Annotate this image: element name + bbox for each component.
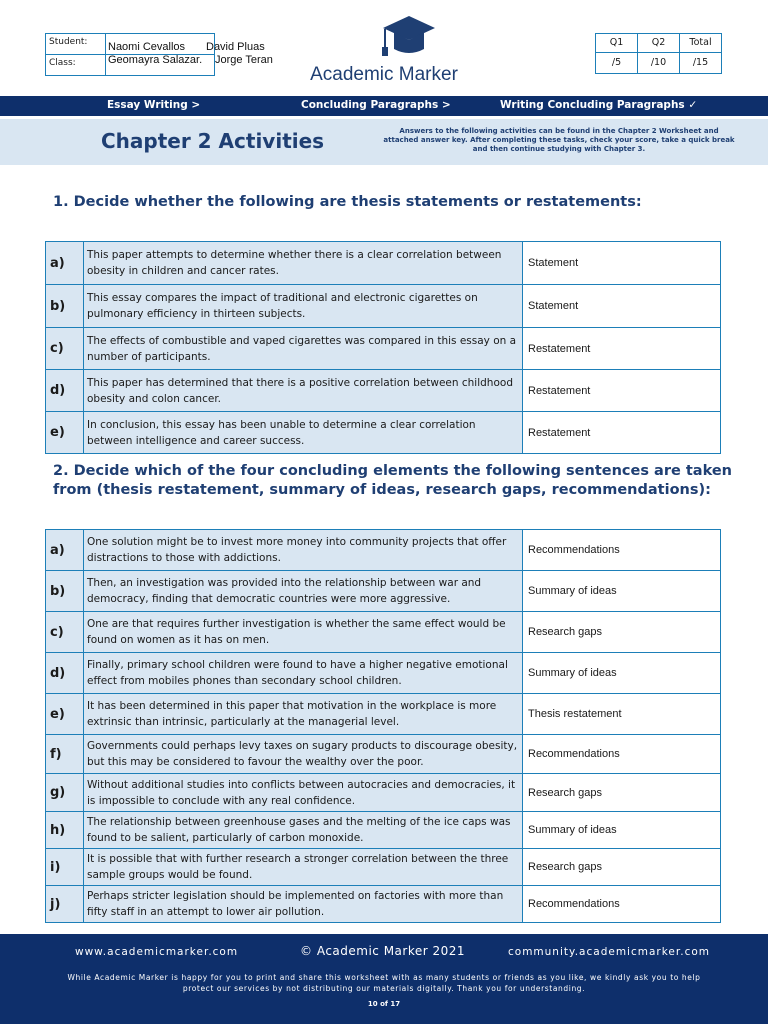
score-header: Total xyxy=(679,34,721,52)
table-row xyxy=(46,612,721,653)
row-answer[interactable]: Statement xyxy=(523,285,721,328)
row-letter: g) xyxy=(46,774,84,812)
row-letter: j) xyxy=(46,886,84,923)
footer xyxy=(0,934,768,1024)
row-sentence: The effects of combustible and vaped cigarettes was compared in this essay on a number of participants. xyxy=(84,328,523,370)
table-row xyxy=(46,886,721,923)
row-sentence: This paper attempts to determine whether there is a clear correlation between obesity in children and cancer rates. xyxy=(84,242,523,285)
score-header: Q2 xyxy=(637,34,679,52)
row-sentence: Governments could perhaps levy taxes on sugary products to discourage obesity, but this may be considered to favour the wealthy over the poor. xyxy=(84,735,523,774)
row-letter: h) xyxy=(46,812,84,849)
row-letter: e) xyxy=(46,412,84,454)
row-sentence: It has been determined in this paper that motivation in the workplace is more extrinsic than intrinsic, particularly at the managerial level. xyxy=(84,694,523,735)
row-sentence: This essay compares the impact of traditional and electronic cigarettes on pulmonary efficiency in thirteen subjects. xyxy=(84,285,523,328)
score-value[interactable]: /15 xyxy=(679,53,721,73)
score-value[interactable]: /10 xyxy=(637,53,679,73)
student-name: David Pluas xyxy=(206,41,265,53)
row-answer[interactable]: Recommendations xyxy=(523,530,721,571)
breadcrumb xyxy=(0,96,768,116)
question-2-heading: 2. Decide which of the four concluding elements the following sentences are taken from (thesis restatement, summary of ideas, research gaps, recommendations): xyxy=(53,463,732,498)
table-row xyxy=(46,849,721,886)
table-row xyxy=(46,242,721,285)
row-answer[interactable]: Research gaps xyxy=(523,849,721,886)
row-sentence: This paper has determined that there is a positive correlation between childhood obesity and colon cancer. xyxy=(84,370,523,412)
table-row xyxy=(46,285,721,328)
row-letter: c) xyxy=(46,612,84,653)
table-row xyxy=(46,370,721,412)
footer-website-link[interactable]: www.academicmarker.com xyxy=(75,946,239,958)
page-title: Chapter 2 Activities xyxy=(101,129,325,153)
student-label: Student: xyxy=(46,34,106,54)
breadcrumb-item[interactable]: Essay Writing > xyxy=(107,99,201,111)
class-label: Class: xyxy=(46,55,106,75)
row-sentence: Then, an investigation was provided into the relationship between war and democracy, finding that democratic countries were more aggressive. xyxy=(84,571,523,612)
row-answer[interactable]: Summary of ideas xyxy=(523,571,721,612)
footer-note: While Academic Marker is happy for you to print and share this worksheet with as many students or friends as you like, we kindly ask you to help protect our services by not distributing our materials digitally. Thank you for understanding. xyxy=(67,973,701,993)
row-letter: a) xyxy=(46,242,84,285)
row-letter: c) xyxy=(46,328,84,370)
breadcrumb-item[interactable]: Concluding Paragraphs > xyxy=(301,99,451,111)
question-1-heading: 1. Decide whether the following are thesis statements or restatements: xyxy=(53,194,642,210)
row-sentence: Without additional studies into conflicts between autocracies and democracies, it is impossible to conclude with any real confidence. xyxy=(84,774,523,812)
row-letter: e) xyxy=(46,694,84,735)
footer-community-link[interactable]: community.academicmarker.com xyxy=(508,946,710,958)
row-sentence: In conclusion, this essay has been unable to determine a clear correlation between intelligence and career success. xyxy=(84,412,523,454)
row-answer[interactable]: Restatement xyxy=(523,370,721,412)
row-sentence: One are that requires further investigation is whether the same effect would be found on women as it has on men. xyxy=(84,612,523,653)
row-letter: d) xyxy=(46,653,84,694)
score-value[interactable]: /5 xyxy=(611,57,622,68)
row-answer[interactable]: Restatement xyxy=(523,328,721,370)
question-1-table xyxy=(45,241,721,454)
row-sentence: Finally, primary school children were found to have a higher negative emotional effect from mobiles phones than secondary school children. xyxy=(84,653,523,694)
table-row xyxy=(46,328,721,370)
table-row xyxy=(46,694,721,735)
score-box xyxy=(595,33,722,74)
table-row xyxy=(46,530,721,571)
row-sentence: One solution might be to invest more money into community projects that offer distractions to those with addictions. xyxy=(84,530,523,571)
table-row xyxy=(46,653,721,694)
logo-text: Academic Marker xyxy=(310,64,458,85)
row-answer[interactable]: Restatement xyxy=(523,412,721,454)
breadcrumb-item[interactable]: Writing Concluding Paragraphs ✓ xyxy=(500,99,698,111)
row-answer[interactable]: Statement xyxy=(523,242,721,285)
student-name: Geomayra Salazar. xyxy=(108,54,203,66)
row-answer[interactable]: Thesis restatement xyxy=(523,694,721,735)
row-answer[interactable]: Research gaps xyxy=(523,774,721,812)
row-sentence: The relationship between greenhouse gases and the melting of the ice caps was found to be salient, particularly of carbon monoxide. xyxy=(84,812,523,849)
row-sentence: It is possible that with further research a stronger correlation between the three sample groups would be found. xyxy=(84,849,523,886)
row-answer[interactable]: Recommendations xyxy=(523,735,721,774)
student-name: Naomi Cevallos xyxy=(108,41,186,53)
table-row xyxy=(46,812,721,849)
table-row xyxy=(46,735,721,774)
row-answer[interactable]: Summary of ideas xyxy=(523,812,721,849)
table-row xyxy=(46,774,721,812)
banner-note: Answers to the following activities can be found in the Chapter 2 Worksheet and attached answer key. After completing these tasks, check your score, take a quick break and then continue studying with Chapter 3. xyxy=(383,127,735,153)
row-letter: a) xyxy=(46,530,84,571)
row-sentence: Perhaps stricter legislation should be implemented on factories with more than fifty staff in an attempt to lower air pollution. xyxy=(84,886,523,923)
row-letter: d) xyxy=(46,370,84,412)
row-letter: i) xyxy=(46,849,84,886)
student-name: Jorge Teran xyxy=(215,54,273,66)
page-number: 10 of 17 xyxy=(367,1000,401,1008)
question-2-table xyxy=(45,529,721,923)
row-answer[interactable]: Recommendations xyxy=(523,886,721,923)
table-row xyxy=(46,412,721,454)
row-answer[interactable]: Summary of ideas xyxy=(523,653,721,694)
footer-copyright: © Academic Marker 2021 xyxy=(300,944,466,958)
row-letter: f) xyxy=(46,735,84,774)
table-row xyxy=(46,571,721,612)
row-answer[interactable]: Research gaps xyxy=(523,612,721,653)
row-letter: b) xyxy=(46,571,84,612)
score-header: Q1 xyxy=(609,37,624,48)
row-letter: b) xyxy=(46,285,84,328)
